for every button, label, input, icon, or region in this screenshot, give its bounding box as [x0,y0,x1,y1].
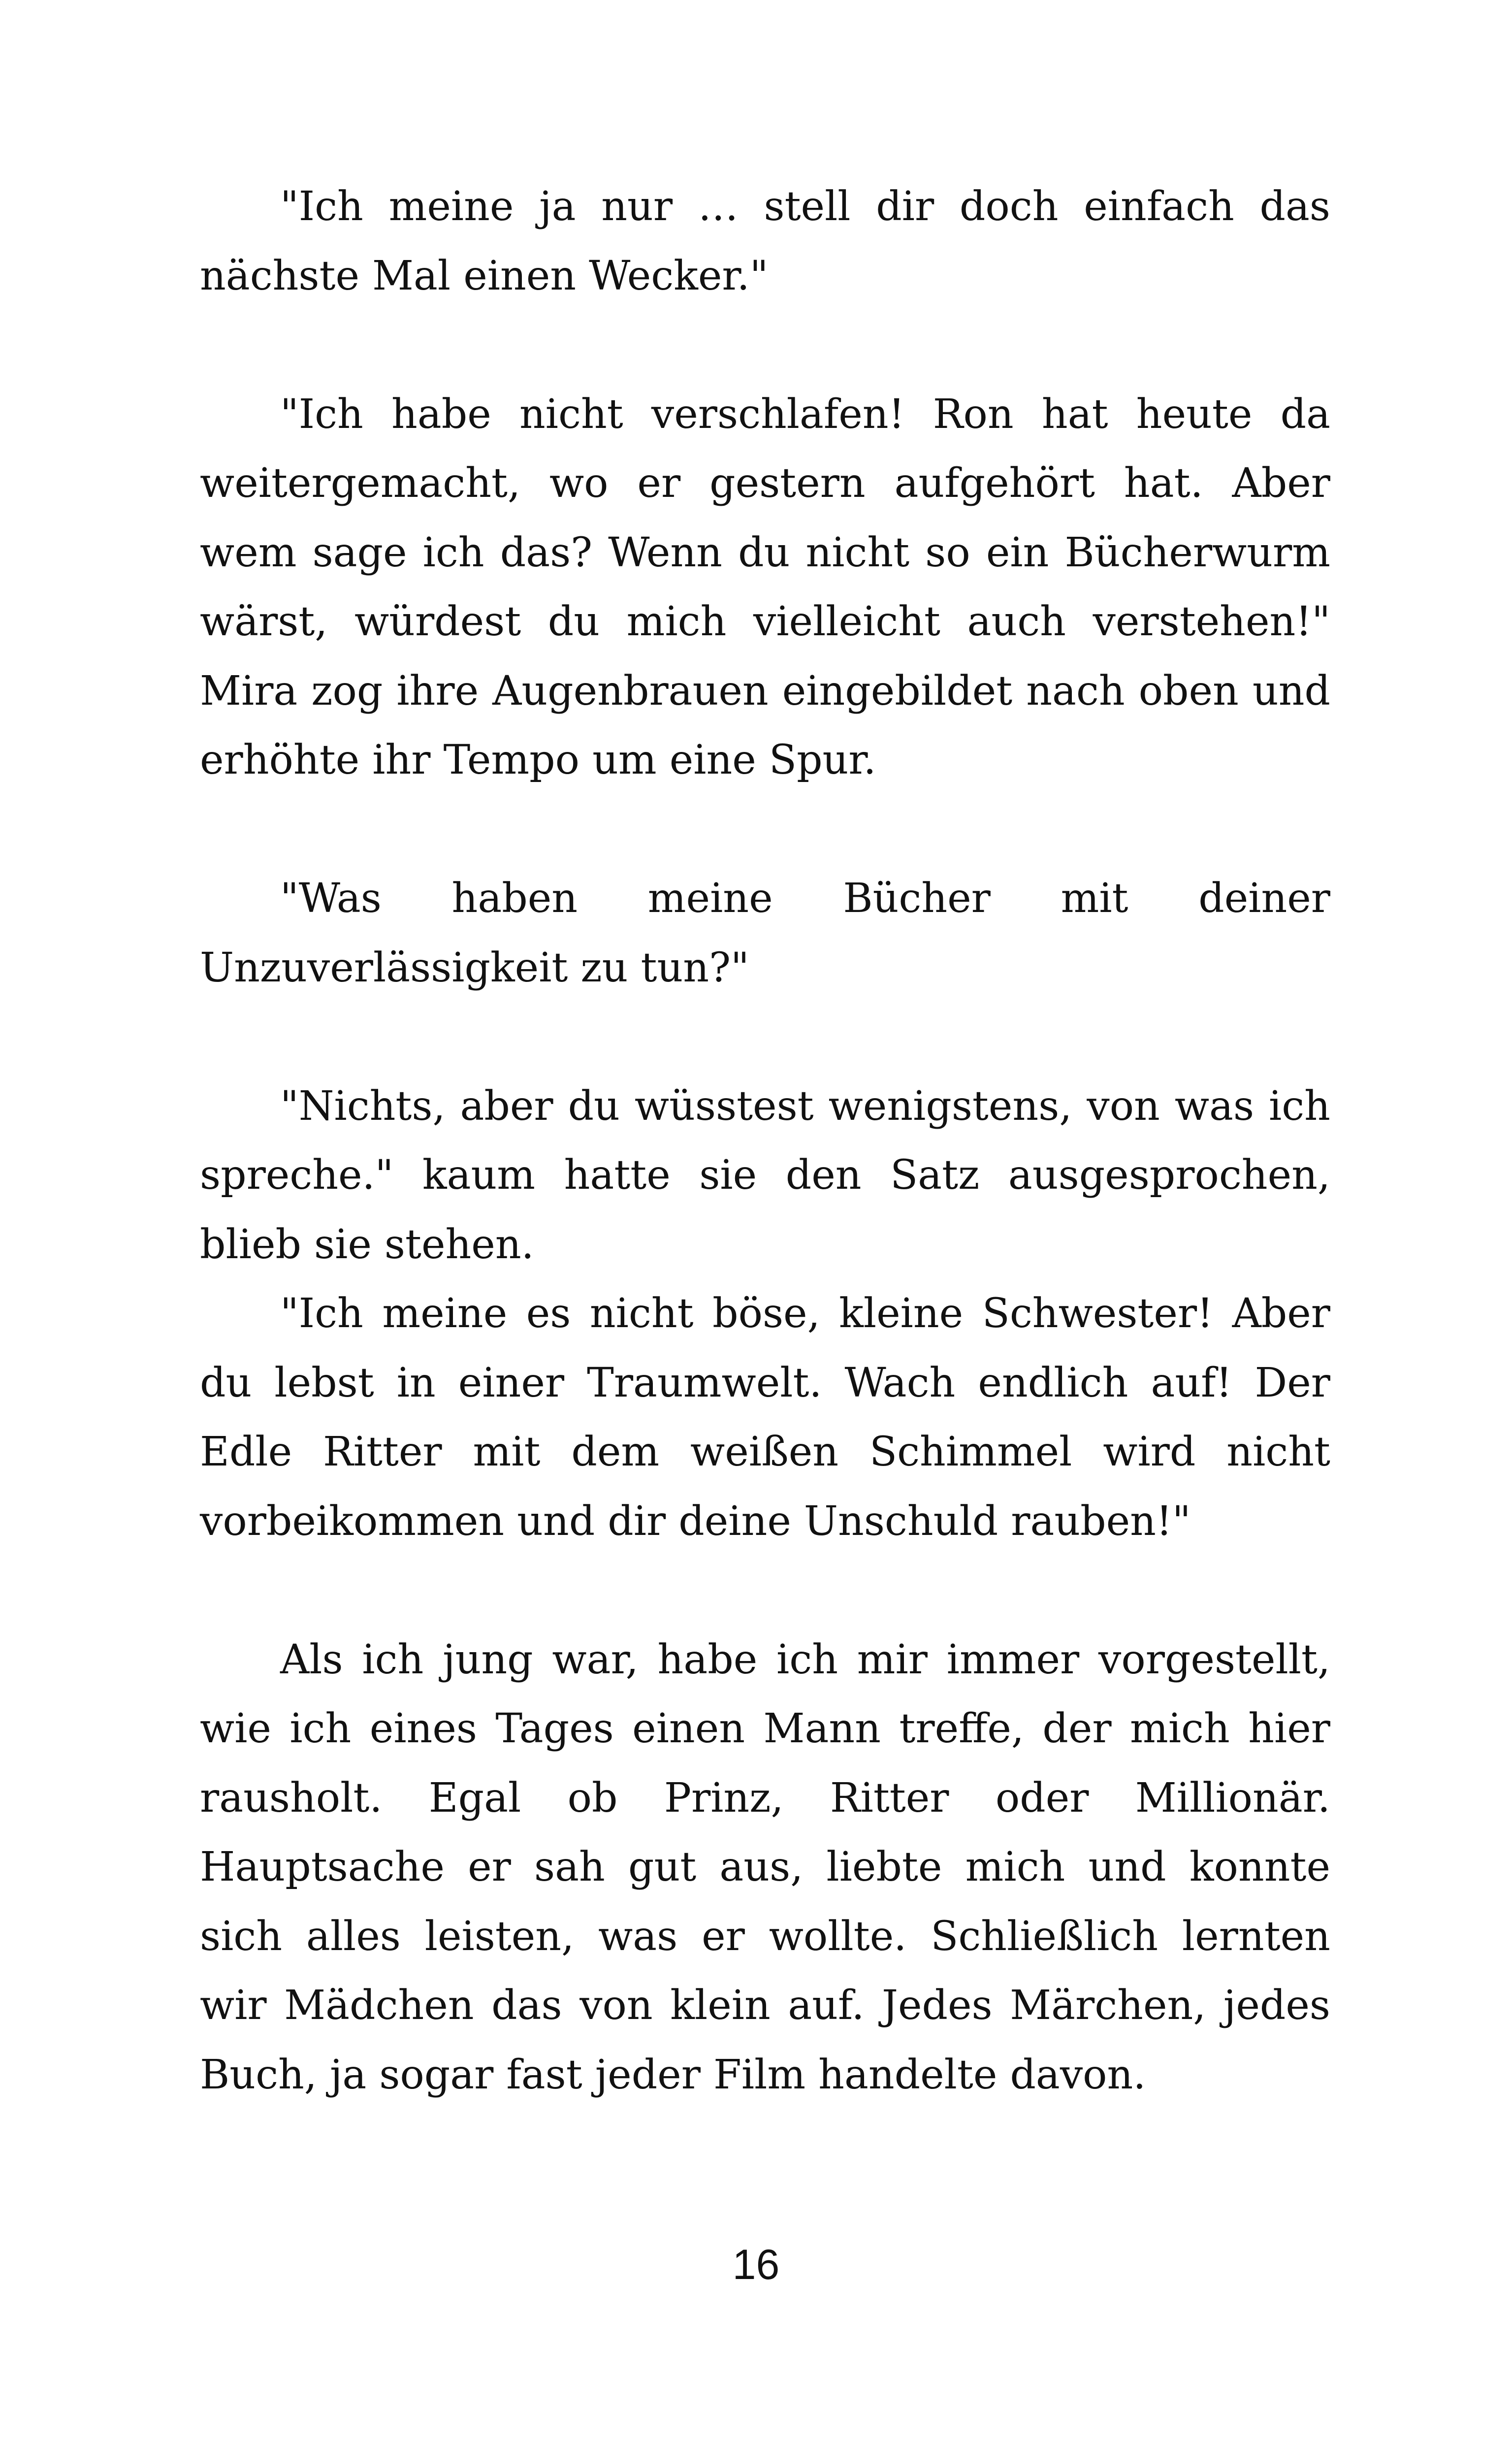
paragraph-2: "Ich habe nicht verschlafen! Ron hat heute da weitergemacht, wo er gestern aufgehört hat. Aber wem sage ich das? Wenn du nicht so ein Bücherwurm wärst, würdest du mich vielleicht auch verstehen!" Mira zog ihre Augenbrauen eingebildet nach oben und erhöhte ihr Tempo um eine Spur. [200,391,1330,783]
body-text [200,172,1330,2110]
paragraph-4: "Nichts, aber du wüsstest wenigstens, von was ich spreche." kaum hatte sie den Satz ausgesprochen, blieb sie stehen. [200,1082,1330,1268]
paragraph-1: "Ich meine ja nur … stell dir doch einfach das nächste Mal einen Wecker." [200,183,1330,299]
paragraph-6: Als ich jung war, habe ich mir immer vorgestellt, wie ich eines Tages einen Mann treffe, der mich hier rausholt. Egal ob Prinz, Ritter oder Millionär. Hauptsache er sah gut aus, liebte mich und konnte sich alles leisten, was er wollte. Schließlich lernten wir Mädchen das von klein auf. Jedes Märchen, jedes Buch, ja sogar fast jeder Film handelte davon. [200,1636,1330,2098]
page-number: 16 [732,2241,780,2288]
paragraph-5: "Ich meine es nicht böse, kleine Schwester! Aber du lebst in einer Traumwelt. Wach endlich auf! Der Edle Ritter mit dem weißen Schimmel wird nicht vorbeikommen und dir deine Unschuld rauben!" [200,1290,1330,1545]
paragraph-3: "Was haben meine Bücher mit deiner Unzuverlässigkeit zu tun?" [200,875,1330,991]
